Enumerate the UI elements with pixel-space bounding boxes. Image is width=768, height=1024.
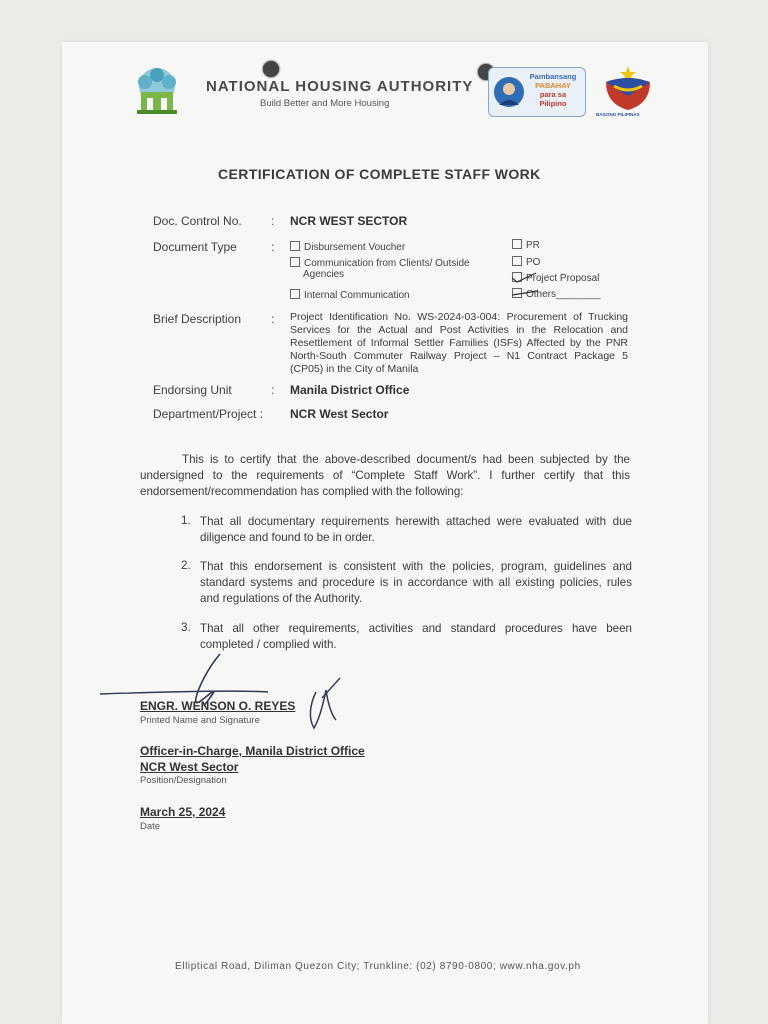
certification-paragraph: This is to certify that the above-described document/s had been subjected by the undersigned to the requirements of “Complete Staff Work”. I further certify that this endorsement/recommendation has complied with the following:	[140, 453, 630, 498]
pabahay-line-3: para sa	[539, 90, 567, 99]
name-caption: Printed Name and Signature	[140, 715, 260, 726]
brief-description-value: Project Identification No. WS-2024-03-004: Procurement of Trucking Services for the Actual and Post Activities in the Relocation and Resettlement of Informal Settler Families (ISFs) Affected by the PNR North-South Commuter Railway Project – N1 Contract Package 5 (CP05) in the City of Manila	[290, 311, 628, 375]
option-label: Project Proposal	[526, 273, 600, 284]
option-pr[interactable]	[512, 239, 540, 252]
item-number: 1.	[181, 514, 191, 527]
footer-address: Elliptical Road, Diliman Quezon City; Trunkline: (02) 8790-0800; www.nha.gov.ph	[175, 961, 581, 972]
colon: :	[271, 240, 275, 254]
checkbox[interactable]	[512, 256, 522, 266]
pabahay-line-2: PABAHAY	[535, 81, 571, 90]
position-caption: Position/Designation	[140, 775, 227, 786]
checkbox[interactable]	[290, 289, 300, 299]
checkbox[interactable]	[290, 257, 300, 267]
punch-hole-left	[263, 61, 279, 77]
checkbox[interactable]	[290, 241, 300, 251]
org-name: NATIONAL HOUSING AUTHORITY	[206, 78, 474, 95]
date-value: March 25, 2024	[140, 805, 226, 819]
endorsing-unit-value: Manila District Office	[290, 383, 410, 397]
position-line-1: Officer-in-Charge, Manila District Office	[140, 744, 365, 758]
pabahay-badge	[488, 67, 586, 117]
requirement-item: That all other requirements, activities and standard procedures have been completed / complied with.	[200, 622, 632, 651]
page-title: CERTIFICATION OF COMPLETE STAFF WORK	[218, 166, 541, 182]
endorsing-unit-label: Endorsing Unit	[153, 383, 232, 397]
option-label: Communication from Clients/ Outside	[304, 258, 470, 269]
signatory-name: ENGR. WENSON O. REYES	[140, 699, 296, 713]
doc-type-label: Document Type	[153, 240, 237, 254]
option-communication-line-2: Agencies	[303, 269, 345, 280]
doc-control-value: NCR WEST SECTOR	[290, 214, 408, 228]
check-mark-icon	[510, 270, 538, 284]
option-disbursement-voucher[interactable]	[290, 241, 405, 254]
option-po[interactable]	[512, 256, 540, 269]
brief-description-label: Brief Description	[153, 312, 242, 326]
option-label: Internal Communication	[304, 290, 410, 301]
colon: :	[271, 383, 275, 397]
date-caption: Date	[140, 821, 161, 832]
org-tagline: Build Better and More Housing	[260, 98, 390, 109]
department-project-value: NCR West Sector	[290, 407, 389, 421]
requirement-item: That all documentary requirements herewith attached were evaluated with due diligence and found to be in order.	[200, 515, 632, 544]
pabahay-line-4: Pilipino	[539, 99, 567, 108]
colon: :	[271, 214, 275, 228]
department-project-label: Department/Project :	[153, 407, 264, 421]
requirement-item: That this endorsement is consistent with the policies, program, guidelines and standard systems and procedure is in accordance with all existing policies, rules and regulations of the Authority.	[200, 560, 632, 605]
option-label: Disbursement Voucher	[304, 242, 406, 253]
position-line-2: NCR West Sector	[140, 760, 239, 774]
nha-logo-icon	[131, 66, 183, 118]
item-number: 2.	[181, 559, 191, 572]
option-label: PR	[526, 240, 540, 251]
option-label: Others________	[526, 289, 601, 300]
checkbox[interactable]	[512, 239, 522, 249]
doc-control-label: Doc. Control No.	[153, 214, 242, 228]
bagong-pilipinas-logo-icon	[600, 64, 656, 116]
portrait-icon	[493, 75, 525, 109]
strike-mark-icon	[510, 286, 540, 300]
option-internal-communication[interactable]	[290, 289, 410, 302]
item-number: 3.	[181, 621, 191, 634]
bagong-pilipinas-text: BAGONG PILIPINAS	[596, 112, 640, 117]
option-label: PO	[526, 257, 541, 268]
colon: :	[271, 312, 275, 326]
pabahay-line-1: Pambansang	[529, 72, 577, 81]
